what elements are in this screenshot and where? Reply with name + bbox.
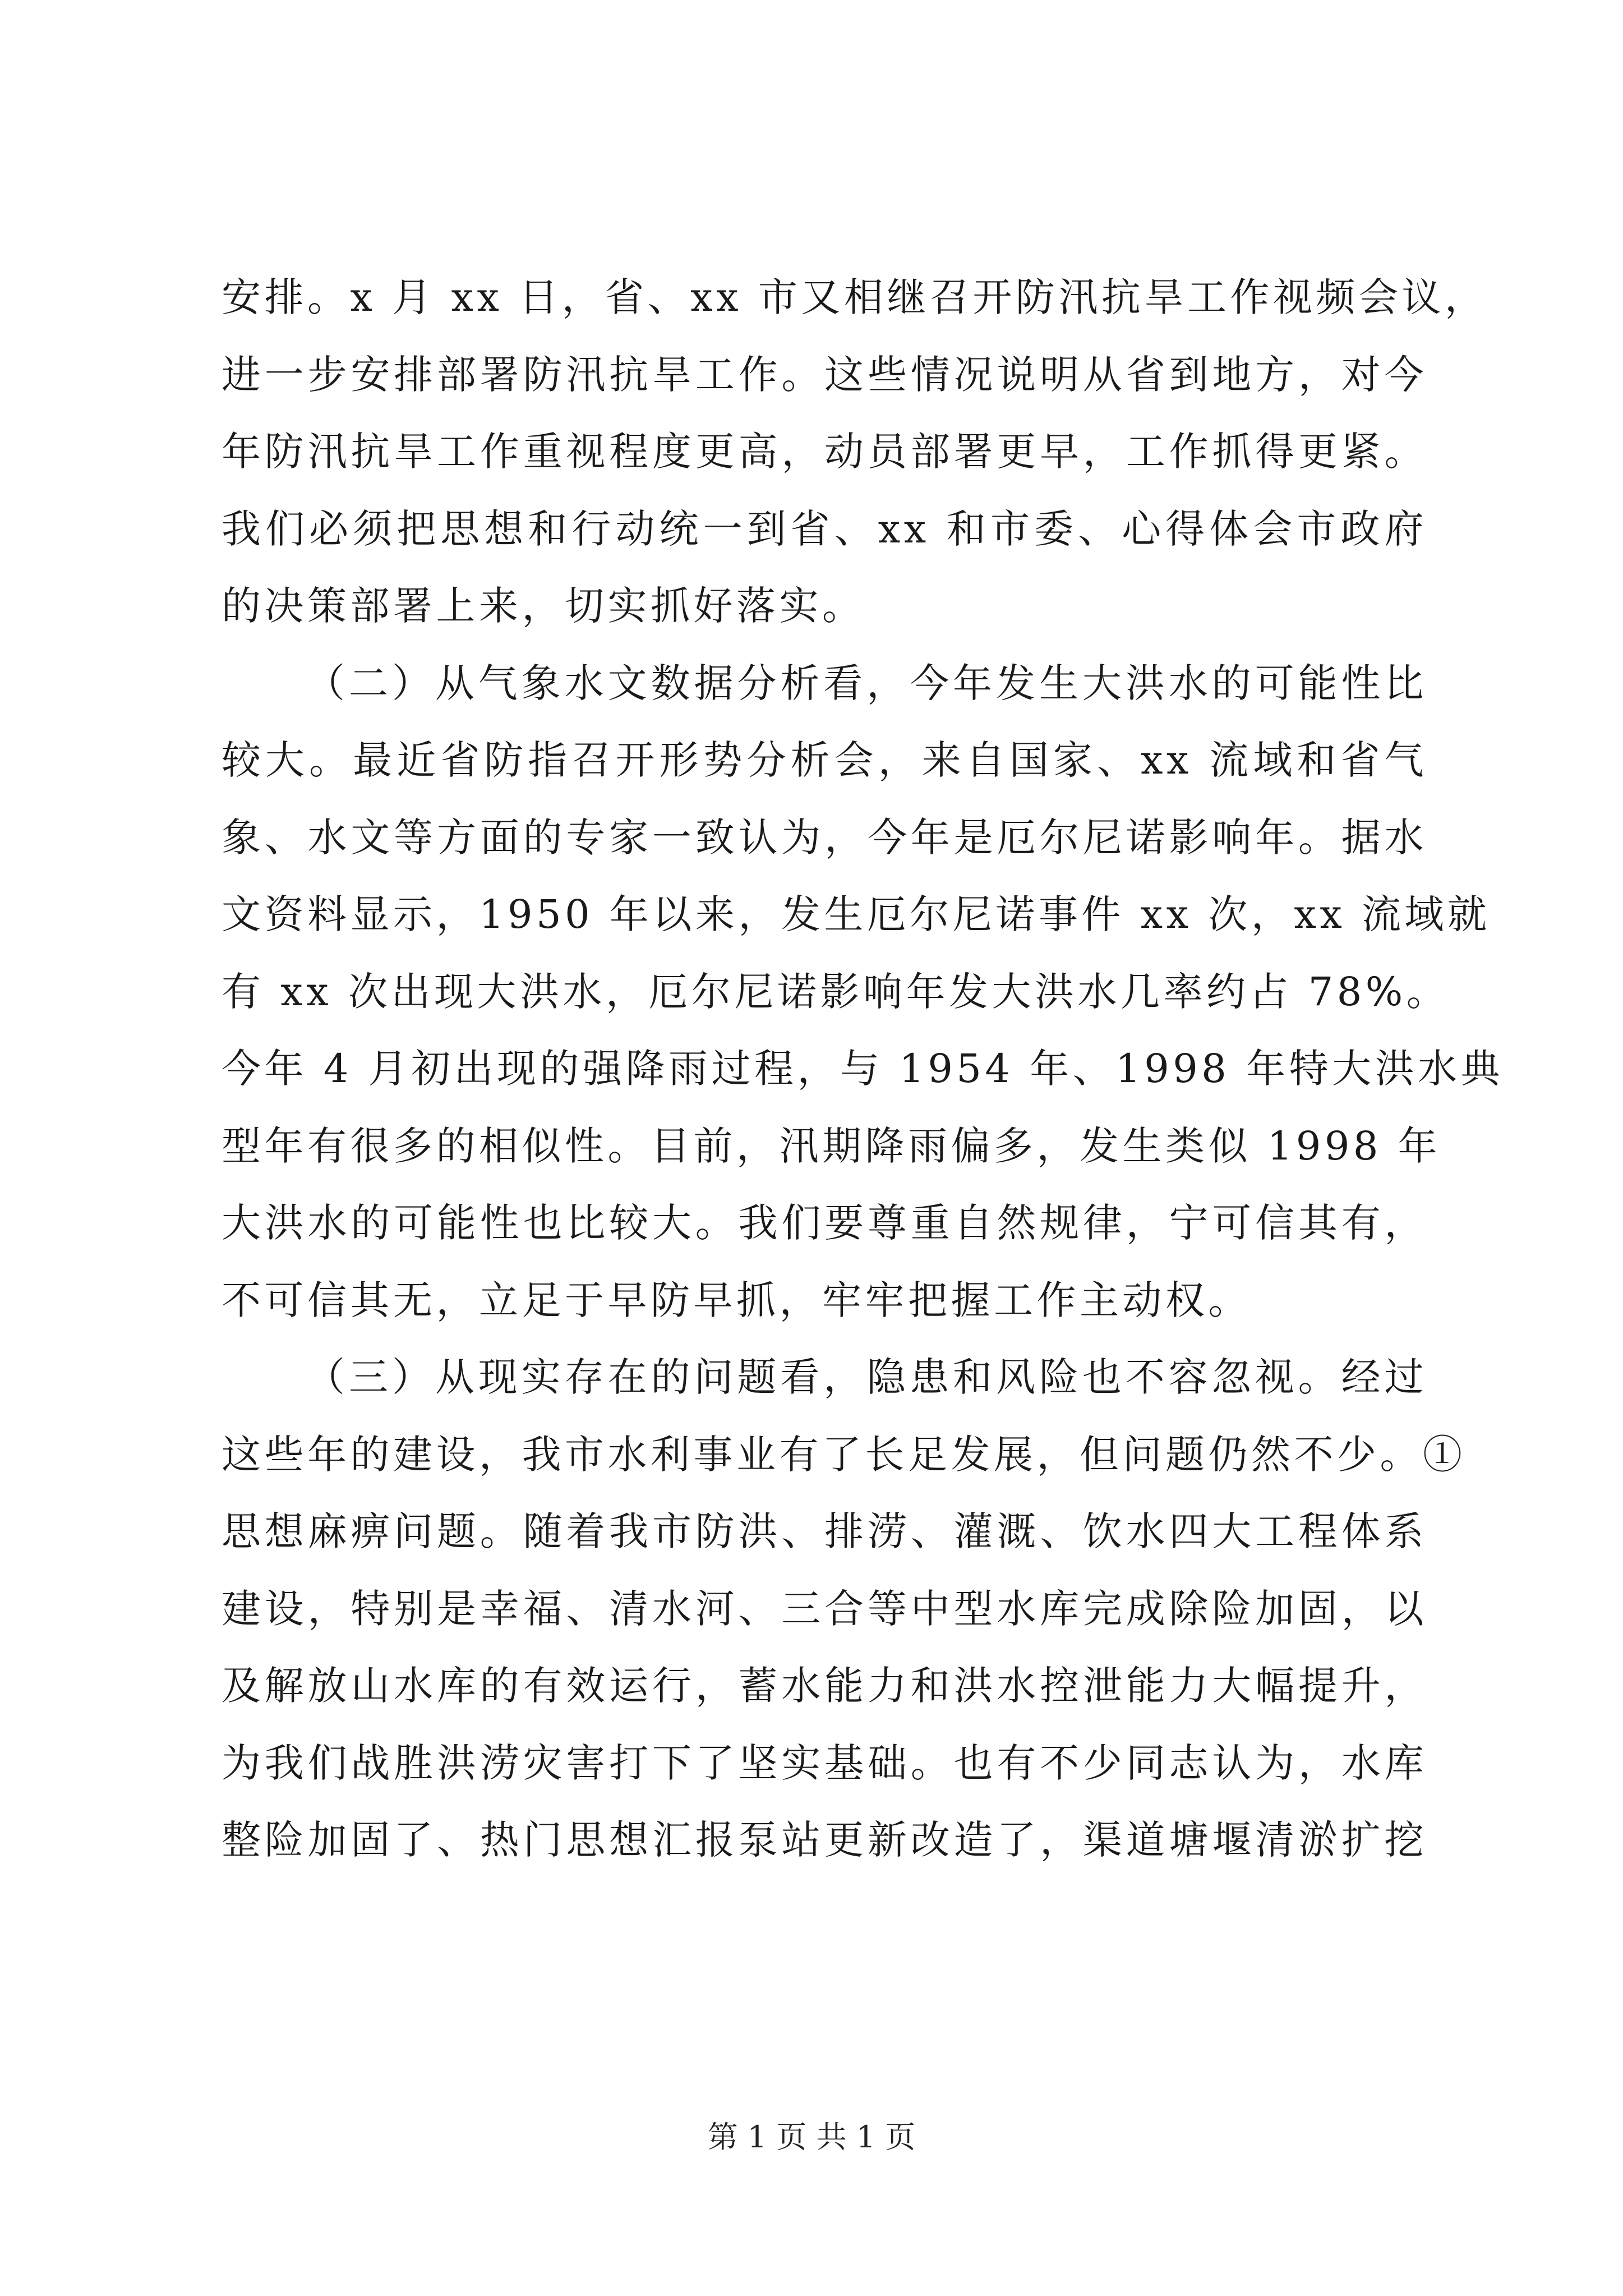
text-line: 年防汛抗旱工作重视程度更高，动员部署更早，工作抓得更紧。	[222, 429, 1427, 475]
text-line: 安排。x 月 xx 日，省、xx 市又相继召开防汛抗旱工作视频会议，	[222, 274, 1488, 320]
text-line: 大洪水的可能性也比较大。我们要尊重自然规律，宁可信其有，	[222, 1200, 1427, 1246]
text-line: （二）从气象水文数据分析看，今年发生大洪水的可能性比	[306, 660, 1427, 706]
text-line: 型年有很多的相似性。目前，汛期降雨偏多，发生类似 1998 年	[222, 1122, 1441, 1169]
text-line: 进一步安排部署防汛抗旱工作。这些情况说明从省到地方，对今	[222, 351, 1427, 398]
text-line: 这些年的建设，我市水利事业有了长足发展，但问题仍然不少。①	[222, 1431, 1466, 1478]
page-footer: 第 1 页 共 1 页	[707, 2119, 916, 2155]
text-line: 为我们战胜洪涝灾害打下了坚实基础。也有不少同志认为，水库	[222, 1740, 1427, 1786]
text-line: 整险加固了、热门思想汇报泵站更新改造了，渠道塘堰清淤扩挖	[222, 1817, 1427, 1863]
text-line: 我们必须把思想和行动统一到省、xx 和市委、心得体会市政府	[222, 505, 1427, 552]
text-line: 今年 4 月初出现的强降雨过程，与 1954 年、1998 年特大洪水典	[222, 1046, 1504, 1092]
text-line: 的决策部署上来，切实抓好落实。	[222, 583, 865, 629]
text-line: 不可信其无，立足于早防早抓，牢牢把握工作主动权。	[222, 1277, 1251, 1323]
text-line: 建设，特别是幸福、清水河、三合等中型水库完成除险加固，以	[222, 1585, 1427, 1632]
text-line: 及解放山水库的有效运行，蓄水能力和洪水控泄能力大幅提升，	[222, 1663, 1427, 1709]
text-line: 象、水文等方面的专家一致认为，今年是厄尔尼诺影响年。据水	[222, 814, 1427, 861]
text-line: 文资料显示，1950 年以来，发生厄尔尼诺事件 xx 次，xx 流域就	[222, 891, 1491, 937]
text-line: 思想麻痹问题。随着我市防洪、排涝、灌溉、饮水四大工程体系	[222, 1508, 1427, 1554]
text-line: 较大。最近省防指召开形势分析会，来自国家、xx 流域和省气	[222, 737, 1427, 783]
text-line: （三）从现实存在的问题看，隐患和风险也不容忽视。经过	[306, 1354, 1427, 1400]
text-line: 有 xx 次出现大洪水，厄尔尼诺影响年发大洪水几率约占 78%。	[222, 968, 1450, 1015]
document-body	[222, 259, 1504, 1879]
